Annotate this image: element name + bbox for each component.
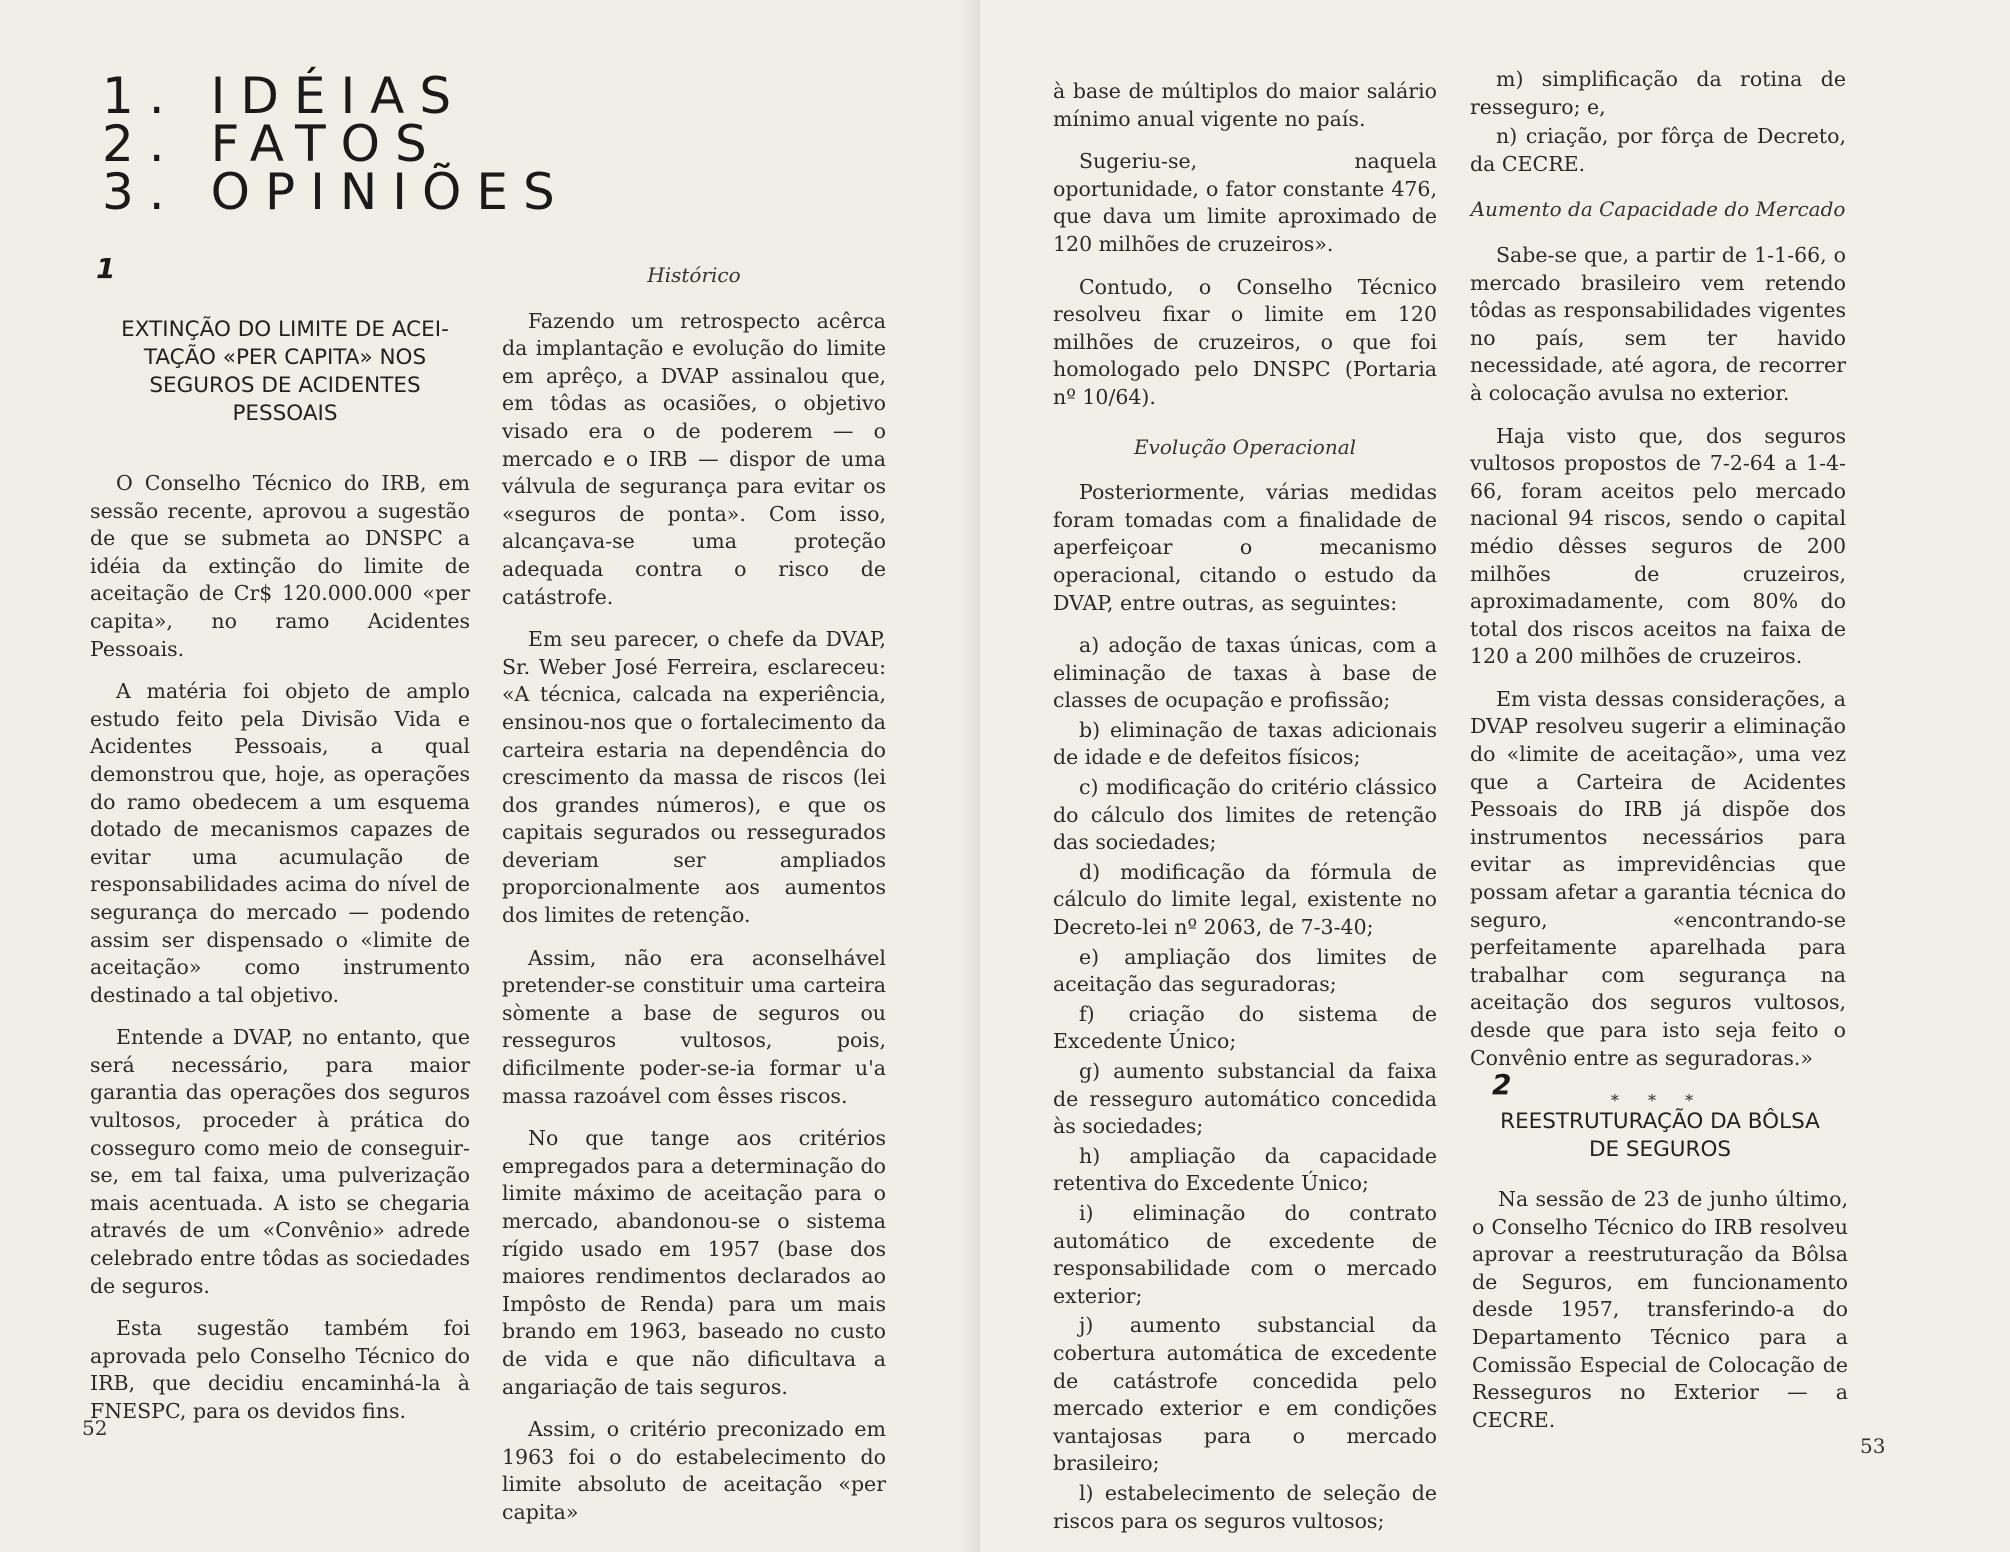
subhead-historico: Histórico bbox=[647, 263, 741, 287]
paragraph: à base de múltiplos do maior salário mínimo anual vigente no país. bbox=[1053, 79, 1437, 131]
column-2 bbox=[502, 262, 886, 1542]
list-item: i) eliminação do contrato automático de excedente de responsabilidade com o mercado exterior; bbox=[1053, 1200, 1437, 1308]
list-item: n) criação, por fôrça de Decreto, da CECRE. bbox=[1470, 124, 1846, 176]
paragraph: O Conselho Técnico do IRB, em sessão recente, aprovou a sugestão de que se submeta ao DNSPC a idéia da extinção do limite de aceitação de Cr$ 120.000.000 «per capita», no ramo Acidentes Pessoais. bbox=[90, 471, 470, 661]
list-item: e) ampliação dos limites de aceitação das seguradoras; bbox=[1053, 944, 1437, 997]
paragraph: Esta sugestão também foi aprovada pelo Conselho Técnico do IRB, que decidiu encaminhá-la à FNESPC, para os devidos fins. bbox=[90, 1316, 470, 1423]
list-item: l) estabelecimento de seleção de riscos para os seguros vultosos; bbox=[1053, 1480, 1437, 1533]
paragraph: A matéria foi objeto de amplo estudo feito pela Divisão Vida e Acidentes Pessoais, a qual demonstrou que, hoje, as operações do ramo obedecem a um esquema dotado de mecanismos capazes de evitar uma acumulação de responsabilidades acima do nível de segurança do mercado — podendo assim ser dispensado o «limite de aceitação» como instrumento destinado a tal objetivo. bbox=[90, 679, 470, 1007]
paragraph: Na sessão de 23 de junho último, o Conselho Técnico do IRB resolveu aprovar a reestruturação da Bôlsa de Seguros, em funcionamento desde 1957, transferindo-a do Departamento Técnico para a Comissão Especial de Colocação de Resseguros no Exterior — a CECRE. bbox=[1472, 1187, 1848, 1432]
column-3 bbox=[1053, 78, 1437, 1537]
paragraph: Sugeriu-se, naquela oportunidade, o fator constante 476, que dava um limite aproximado de 120 milhões de cruzeiros». bbox=[1053, 149, 1437, 256]
section-number-2: 2 bbox=[1492, 1068, 1512, 1101]
paragraph: Assim, o critério preconizado em 1963 foi o do estabelecimento do limite absoluto de aceitação «per capita» bbox=[502, 1417, 886, 1524]
section-divider: * * * bbox=[1610, 1091, 1706, 1111]
subhead-aumento: Aumento da Capacidade do Mercado bbox=[1470, 197, 1846, 222]
column-4 bbox=[1470, 66, 1846, 1115]
page-number-right: 53 bbox=[1860, 1434, 1886, 1458]
paragraph: Contudo, o Conselho Técnico resolveu fixar o limite em 120 milhões de cruzeiros, o que foi homologado pelo DNSPC (Portaria nº 10/64). bbox=[1053, 274, 1437, 409]
list-item: h) ampliação da capacidade retentiva do Excedente Único; bbox=[1053, 1143, 1437, 1196]
column-1 bbox=[90, 470, 470, 1441]
list-item: f) criação do sistema de Excedente Único; bbox=[1053, 1001, 1437, 1054]
section-number-1: 1 bbox=[96, 252, 116, 285]
paragraph: Posteriormente, várias medidas foram tomadas com a finalidade de aperfeiçoar o mecanismo operacional, citando o estudo da DVAP, entre outras, as seguintes: bbox=[1053, 480, 1437, 615]
title-line: PESSOAIS bbox=[232, 401, 338, 426]
paragraph: Fazendo um retrospecto acêrca da implantação e evolução do limite em aprêço, a DVAP assinalou que, em tôdas as ocasiões, o objetivo visado era o de poderem — o mercado e o IRB — dispor de uma válvula de segurança para evitar os «seguros de ponta». Com isso, alcançava-se uma proteção adequada contra o risco de catástrofe. bbox=[502, 308, 886, 609]
heading-line-opinioes: 3. OPINIÕES bbox=[102, 163, 570, 221]
section-2-title bbox=[1472, 1108, 1848, 1164]
right-page bbox=[980, 0, 2010, 1552]
paragraph: Assim, não era aconselhável pretender-se constituir uma carteira sòmente a base de seguros ou resseguros vultosos, pois, dificilmente poder-se-ia formar u'a massa razoável com êsses riscos. bbox=[502, 945, 886, 1108]
list-item: m) simplificação da rotina de resseguro; e, bbox=[1470, 67, 1846, 119]
left-page bbox=[0, 0, 980, 1552]
paragraph: Haja visto que, dos seguros vultosos propostos de 7-2-64 a 1-4-66, foram aceitos pelo mercado nacional 94 riscos, sendo o capital médio dêsses seguros de 200 milhões de cruzeiros, aproximadamente, com 80% do total dos riscos aceitos na faixa de 120 a 200 milhões de cruzeiros. bbox=[1470, 423, 1846, 669]
list-item: j) aumento substancial da cobertura automática de excedente de catástrofe concedida pelo mercado exterior e em condições vantajosas para o mercado brasileiro; bbox=[1053, 1313, 1437, 1476]
list-item: a) adoção de taxas únicas, com a eliminação de taxas à base de classes de ocupação e profissão; bbox=[1053, 633, 1437, 713]
page-number-left: 52 bbox=[82, 1416, 108, 1440]
title-line: TAÇÃO «PER CAPITA» NOS bbox=[143, 345, 427, 370]
paragraph: Em vista dessas considerações, a DVAP resolveu sugerir a eliminação do «limite de aceitação», uma vez que a Carteira de Acidentes Pessoais do IRB já dispõe dos instrumentos necessários para evitar as imprevidências que possam afetar a garantia técnica do seguro, «encontrando-se perfeitamente aparelhada para trabalhar com segurança na aceitação dos seguros vultosos, desde que para isto seja feito o Convênio entre as seguradoras.» bbox=[1470, 686, 1846, 1070]
list-item: d) modificação da fórmula de cálculo do limite legal, existente no Decreto-lei nº 2063, de 7-3-40; bbox=[1053, 859, 1437, 940]
list-item: g) aumento substancial da faixa de resseguro automático concedida às sociedades; bbox=[1053, 1059, 1437, 1139]
list-item: c) modificação do critério clássico do cálculo dos limites de retenção das sociedades; bbox=[1053, 775, 1437, 855]
subhead-evolucao: Evolução Operacional bbox=[1133, 434, 1357, 459]
title-line: EXTINÇÃO DO LIMITE DE ACEI- bbox=[121, 317, 449, 342]
section-1-title bbox=[92, 316, 478, 428]
title-line: DE SEGUROS bbox=[1588, 1137, 1732, 1162]
heading-line-fatos: 2. FATOS bbox=[102, 115, 442, 173]
section-heading bbox=[102, 67, 570, 221]
paragraph: No que tange aos critérios empregados para a determinação do limite máximo de aceitação para o mercado, abandonou-se o sistema rígido usado em 1957 (base dos maiores rendimentos declarados ao Impôsto de Renda) para um mais brando em 1963, baseado no custo de vida e que não dificultava a angariação de tais seguros. bbox=[502, 1126, 886, 1399]
paragraph: Entende a DVAP, no entanto, que será necessário, para maior garantia das operações dos seguros vultosos, proceder à prática do cosseguro como meio de conseguir-se, em tal faixa, uma pulverização mais acentuada. A isto se chegaria através de um «Convênio» adrede celebrado entre tôdas as sociedades de seguros. bbox=[90, 1025, 470, 1298]
list-item: b) eliminação de taxas adicionais de idade e de defeitos físicos; bbox=[1053, 717, 1437, 770]
paragraph: Em seu parecer, o chefe da DVAP, Sr. Weber José Ferreira, esclareceu: «A técnica, calcada na experiência, ensinou-nos que o fortalecimento da carteira estaria na dependência do crescimento da massa de riscos (lei dos grandes números), e que os capitais segurados ou ressegurados deveriam ser ampliados proporcionalmente aos aumentos dos limites de retenção. bbox=[502, 627, 886, 928]
paragraph: Sabe-se que, a partir de 1-1-66, o mercado brasileiro vem retendo tôdas as responsabilidades vigentes no país, sem ter havido necessidade, até agora, de recorrer à colocação avulsa no exterior. bbox=[1470, 242, 1846, 405]
heading-line-ideias: 1. IDÉIAS bbox=[102, 67, 467, 125]
title-line: SEGUROS DE ACIDENTES bbox=[149, 373, 421, 398]
title-line: REESTRUTURAÇÃO DA BÔLSA bbox=[1500, 1109, 1820, 1134]
column-4-bottom bbox=[1472, 1186, 1848, 1449]
